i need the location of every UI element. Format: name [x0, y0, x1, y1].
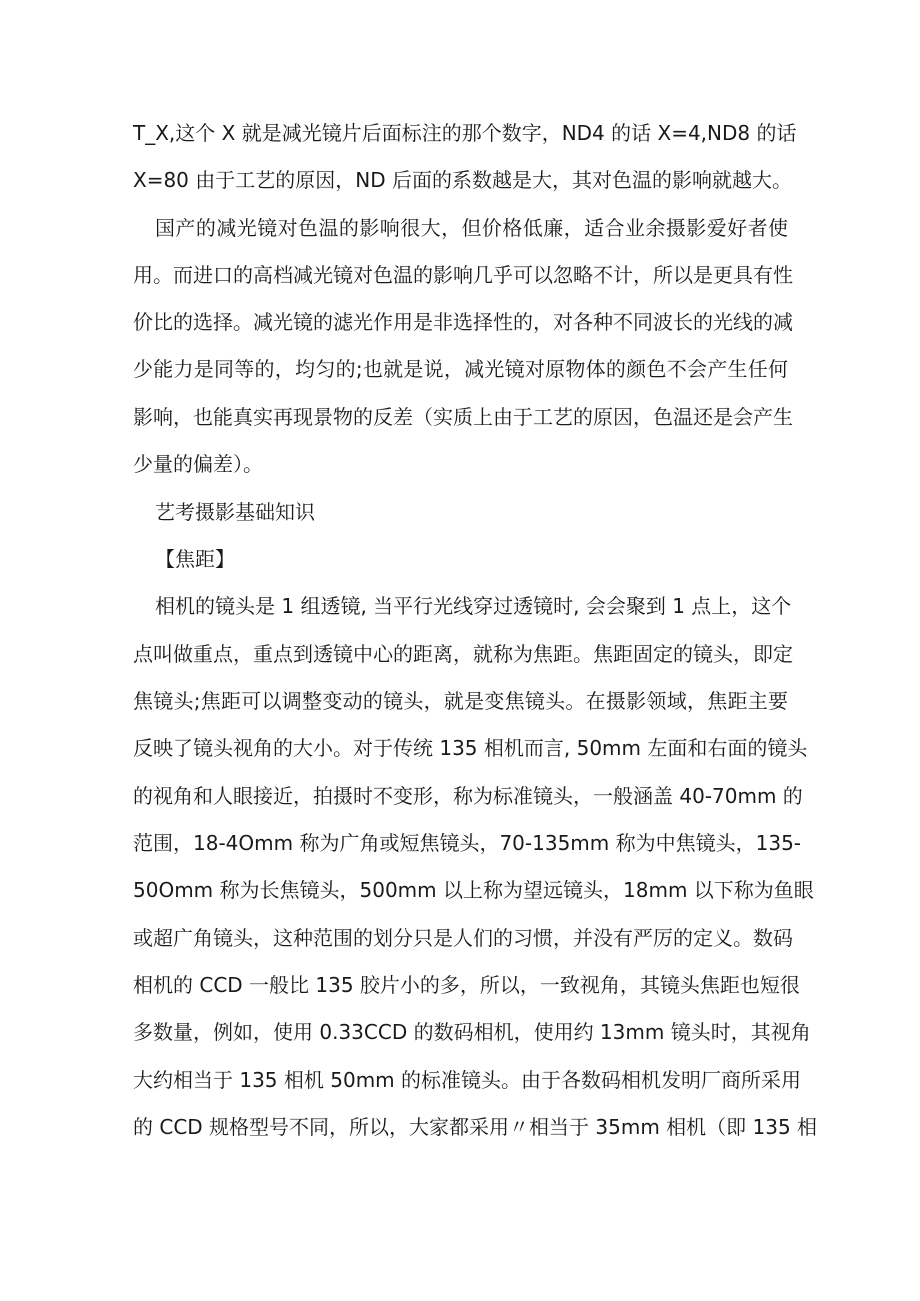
paragraph-2-line-3: 价比的选择。减光镜的滤光作用是非选择性的，对各种不同波长的光线的减 [133, 310, 793, 334]
paragraph-3-line-4: 反映了镜头视角的大小。对于传统 135 相机而言, 50mm 左面和右面的镜头 [133, 736, 808, 760]
paragraph-1-line-1: T_X,这个 X 就是减光镜片后面标注的那个数字，ND4 的话 X=4,ND8 的话 [133, 121, 797, 145]
paragraph-3-line-8: 或超广角镜头，这种范围的划分只是人们的习惯，并没有严厉的定义。数码 [133, 926, 793, 950]
paragraph-3-line-6: 范围，18-4Omm 称为广角或短焦镜头，70-135mm 称为中焦镜头，135- [133, 831, 802, 855]
paragraph-2-line-4: 少能力是同等的，均匀的;也就是说，减光镜对原物体的颜色不会产生任何 [133, 357, 788, 381]
paragraph-3-line-11: 大约相当于 135 相机 50mm 的标准镜头。由于各数码相机发明厂商所采用 [133, 1068, 802, 1092]
paragraph-2-line-6: 少量的偏差）。 [133, 452, 263, 476]
paragraph-3-line-3: 焦镜头;焦距可以调整变动的镜头，就是变焦镜头。在摄影领域，焦距主要 [133, 689, 788, 713]
paragraph-1-line-2: X=80 由于工艺的原因，ND 后面的系数越是大，其对色温的影响就越大。 [133, 168, 792, 192]
paragraph-3-line-1: 相机的镜头是 1 组透镜, 当平行光线穿过透镜时, 会会聚到 1 点上，这个 [155, 594, 792, 618]
paragraph-3-line-9: 相机的 CCD 一般比 135 胶片小的多，所以，一致视角，其镜头焦距也短很 [133, 973, 800, 997]
paragraph-2-line-1: 国产的减光镜对色温的影响很大，但价格低廉，适合业余摄影爱好者使 [155, 216, 788, 240]
paragraph-3-line-10: 多数量，例如，使用 0.33CCD 的数码相机，使用约 13mm 镜头时，其视角 [133, 1020, 811, 1044]
paragraph-3-line-5: 的视角和人眼接近，拍摄时不变形，称为标准镜头，一般涵盖 40-70mm 的 [133, 784, 803, 808]
paragraph-2-line-5: 影响，也能真实再现景物的反差（实质上由于工艺的原因，色温还是会产生 [133, 405, 793, 429]
section-heading: 艺考摄影基础知识 [155, 500, 315, 524]
subheading-focal-length: 【焦距】 [155, 547, 235, 571]
paragraph-3-line-12: 的 CCD 规格型号不同，所以，大家都采用〃相当于 35mm 相机（即 135 相 [133, 1115, 818, 1139]
paragraph-3-line-7: 50Omm 称为长焦镜头，500mm 以上称为望远镜头，18mm 以下称为鱼眼 [133, 878, 814, 902]
paragraph-2-line-2: 用。而进口的高档减光镜对色温的影响几乎可以忽略不计，所以是更具有性 [133, 263, 793, 287]
paragraph-3-line-2: 点叫做重点，重点到透镜中心的距离，就称为焦距。焦距固定的镜头，即定 [133, 642, 793, 666]
